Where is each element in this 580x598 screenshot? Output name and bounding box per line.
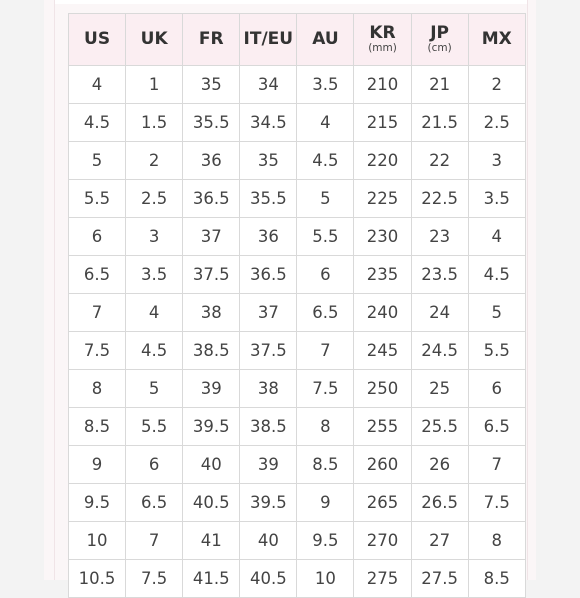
- cell-us: 6: [69, 218, 126, 256]
- cell-uk: 7.5: [126, 560, 183, 598]
- cell-fr: 37: [183, 218, 240, 256]
- header-label: UK: [140, 29, 168, 49]
- cell-us: 6.5: [69, 256, 126, 294]
- header-au: [297, 14, 354, 66]
- table-row: [69, 180, 526, 218]
- cell-mx: 2.5: [468, 104, 525, 142]
- table-row: [69, 218, 526, 256]
- cell-fr: 39.5: [183, 408, 240, 446]
- cell-us: 5: [69, 142, 126, 180]
- table-row: [69, 484, 526, 522]
- header-unit: (cm): [427, 42, 452, 55]
- cell-au: 8: [297, 408, 354, 446]
- cell-kr: 275: [354, 560, 411, 598]
- cell-mx: 7.5: [468, 484, 525, 522]
- cell-us: 4: [69, 66, 126, 104]
- cell-it-eu: 34: [240, 66, 297, 104]
- cell-mx: 8: [468, 522, 525, 560]
- cell-kr: 225: [354, 180, 411, 218]
- cell-kr: 230: [354, 218, 411, 256]
- cell-us: 8.5: [69, 408, 126, 446]
- cell-fr: 39: [183, 370, 240, 408]
- cell-kr: 240: [354, 294, 411, 332]
- cell-au: 6: [297, 256, 354, 294]
- cell-au: 5: [297, 180, 354, 218]
- table-row: [69, 256, 526, 294]
- cell-us: 9.5: [69, 484, 126, 522]
- table-row: [69, 332, 526, 370]
- cell-au: 10: [297, 560, 354, 598]
- header-label: IT/EU: [243, 29, 294, 49]
- cell-au: 4.5: [297, 142, 354, 180]
- cell-kr: 210: [354, 66, 411, 104]
- cell-uk: 6.5: [126, 484, 183, 522]
- cell-it-eu: 35: [240, 142, 297, 180]
- header-row: [69, 14, 526, 66]
- cell-jp: 26.5: [411, 484, 468, 522]
- table-row: [69, 446, 526, 484]
- cell-it-eu: 36.5: [240, 256, 297, 294]
- cell-au: 3.5: [297, 66, 354, 104]
- header-us: [69, 14, 126, 66]
- cell-fr: 40.5: [183, 484, 240, 522]
- table-row: [69, 66, 526, 104]
- cell-fr: 35.5: [183, 104, 240, 142]
- cell-fr: 37.5: [183, 256, 240, 294]
- cell-us: 7: [69, 294, 126, 332]
- cell-jp: 21.5: [411, 104, 468, 142]
- cell-au: 8.5: [297, 446, 354, 484]
- shoe-size-conversion-table: [68, 13, 526, 598]
- cell-us: 7.5: [69, 332, 126, 370]
- cell-mx: 6.5: [468, 408, 525, 446]
- cell-kr: 250: [354, 370, 411, 408]
- cell-jp: 22: [411, 142, 468, 180]
- cell-jp: 22.5: [411, 180, 468, 218]
- cell-jp: 23: [411, 218, 468, 256]
- top-divider: [55, 0, 527, 4]
- cell-it-eu: 36: [240, 218, 297, 256]
- cell-au: 7.5: [297, 370, 354, 408]
- header-label: US: [84, 29, 111, 49]
- cell-uk: 1: [126, 66, 183, 104]
- cell-mx: 7: [468, 446, 525, 484]
- cell-uk: 3: [126, 218, 183, 256]
- cell-uk: 5: [126, 370, 183, 408]
- cell-jp: 21: [411, 66, 468, 104]
- cell-jp: 27: [411, 522, 468, 560]
- cell-it-eu: 39: [240, 446, 297, 484]
- header-it-eu: [240, 14, 297, 66]
- header-label: MX: [481, 29, 512, 49]
- cell-us: 10.5: [69, 560, 126, 598]
- cell-uk: 3.5: [126, 256, 183, 294]
- cell-jp: 25.5: [411, 408, 468, 446]
- cell-mx: 3.5: [468, 180, 525, 218]
- cell-us: 10: [69, 522, 126, 560]
- cell-mx: 6: [468, 370, 525, 408]
- size-table-header: [69, 14, 526, 66]
- header-label: JP: [430, 23, 449, 44]
- table-row: [69, 142, 526, 180]
- cell-kr: 260: [354, 446, 411, 484]
- header-label: AU: [312, 29, 339, 49]
- cell-jp: 26: [411, 446, 468, 484]
- cell-mx: 8.5: [468, 560, 525, 598]
- cell-uk: 5.5: [126, 408, 183, 446]
- header-label: FR: [198, 29, 224, 49]
- cell-kr: 270: [354, 522, 411, 560]
- header-mx: [468, 14, 525, 66]
- cell-au: 4: [297, 104, 354, 142]
- cell-it-eu: 37: [240, 294, 297, 332]
- cell-it-eu: 38.5: [240, 408, 297, 446]
- cell-jp: 27.5: [411, 560, 468, 598]
- cell-fr: 40: [183, 446, 240, 484]
- cell-jp: 25: [411, 370, 468, 408]
- cell-jp: 23.5: [411, 256, 468, 294]
- header-unit: (mm): [368, 42, 397, 55]
- table-row: [69, 104, 526, 142]
- table-row: [69, 408, 526, 446]
- cell-uk: 2: [126, 142, 183, 180]
- cell-kr: 220: [354, 142, 411, 180]
- cell-mx: 2: [468, 66, 525, 104]
- header-fr: [183, 14, 240, 66]
- cell-fr: 41: [183, 522, 240, 560]
- cell-mx: 5: [468, 294, 525, 332]
- cell-au: 9: [297, 484, 354, 522]
- cell-uk: 7: [126, 522, 183, 560]
- cell-it-eu: 35.5: [240, 180, 297, 218]
- cell-kr: 235: [354, 256, 411, 294]
- cell-mx: 5.5: [468, 332, 525, 370]
- cell-au: 6.5: [297, 294, 354, 332]
- header-uk: [126, 14, 183, 66]
- cell-kr: 255: [354, 408, 411, 446]
- cell-uk: 1.5: [126, 104, 183, 142]
- cell-it-eu: 40.5: [240, 560, 297, 598]
- cell-it-eu: 39.5: [240, 484, 297, 522]
- cell-uk: 4: [126, 294, 183, 332]
- cell-au: 5.5: [297, 218, 354, 256]
- cell-it-eu: 40: [240, 522, 297, 560]
- cell-fr: 38.5: [183, 332, 240, 370]
- table-row: [69, 294, 526, 332]
- cell-uk: 6: [126, 446, 183, 484]
- cell-kr: 245: [354, 332, 411, 370]
- header-kr: [354, 14, 411, 66]
- cell-it-eu: 38: [240, 370, 297, 408]
- table-row: [69, 370, 526, 408]
- cell-fr: 41.5: [183, 560, 240, 598]
- cell-us: 9: [69, 446, 126, 484]
- cell-fr: 38: [183, 294, 240, 332]
- cell-us: 8: [69, 370, 126, 408]
- size-table-body: [69, 66, 526, 598]
- cell-jp: 24: [411, 294, 468, 332]
- cell-au: 7: [297, 332, 354, 370]
- cell-mx: 4: [468, 218, 525, 256]
- cell-it-eu: 37.5: [240, 332, 297, 370]
- cell-it-eu: 34.5: [240, 104, 297, 142]
- cell-us: 4.5: [69, 104, 126, 142]
- cell-uk: 4.5: [126, 332, 183, 370]
- cell-jp: 24.5: [411, 332, 468, 370]
- header-label: KR: [369, 23, 396, 44]
- cell-fr: 36: [183, 142, 240, 180]
- cell-au: 9.5: [297, 522, 354, 560]
- cell-us: 5.5: [69, 180, 126, 218]
- header-jp: [411, 14, 468, 66]
- cell-kr: 265: [354, 484, 411, 522]
- cell-mx: 3: [468, 142, 525, 180]
- cell-mx: 4.5: [468, 256, 525, 294]
- cell-uk: 2.5: [126, 180, 183, 218]
- table-row: [69, 522, 526, 560]
- cell-fr: 36.5: [183, 180, 240, 218]
- cell-fr: 35: [183, 66, 240, 104]
- cell-kr: 215: [354, 104, 411, 142]
- table-row: [69, 560, 526, 598]
